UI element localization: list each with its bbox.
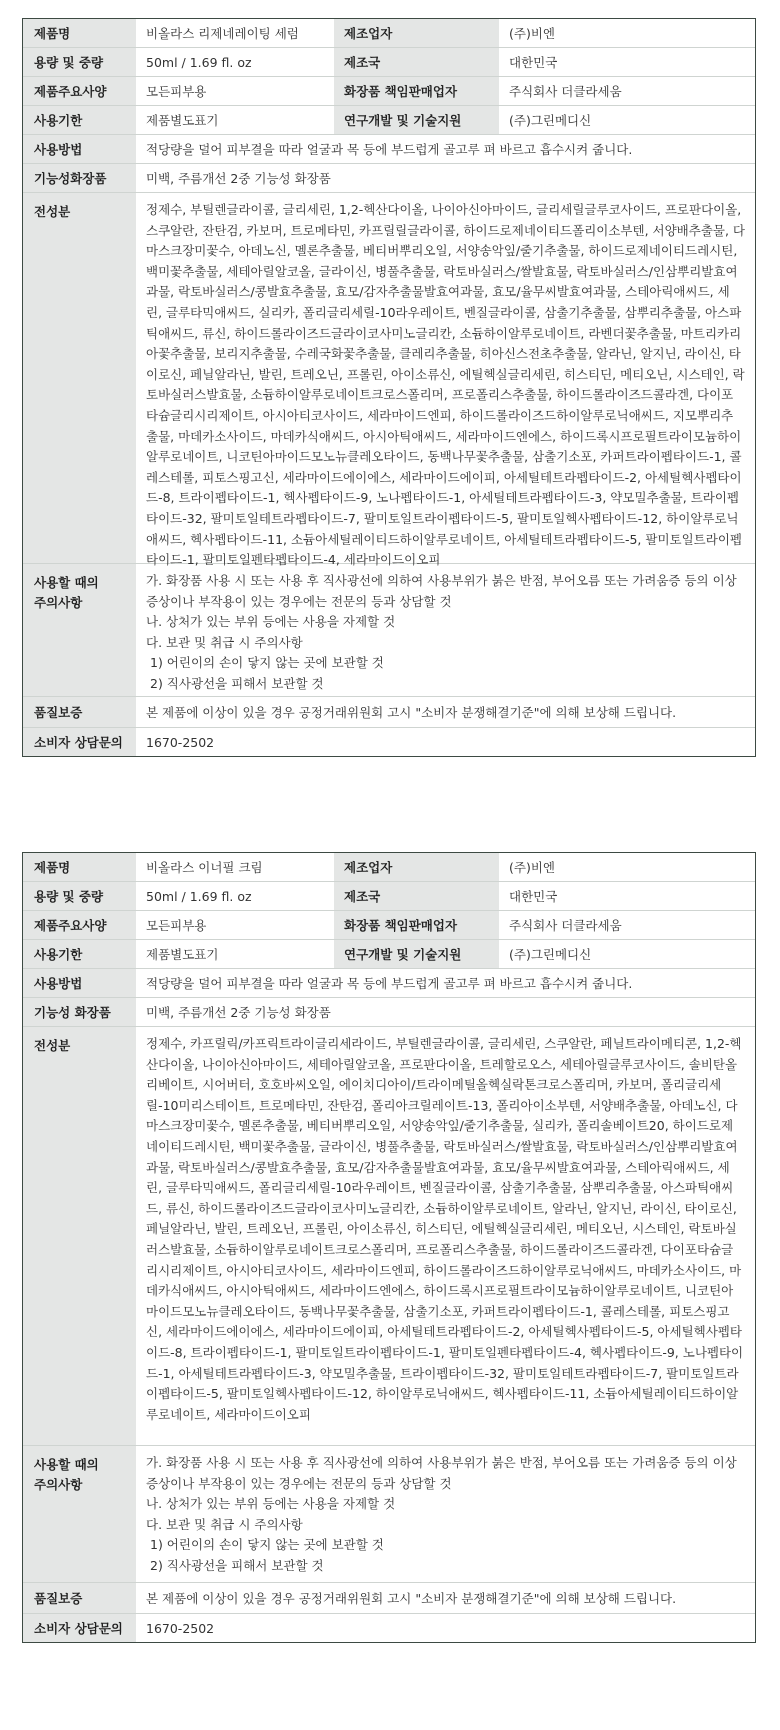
row-expiry xyxy=(23,940,755,969)
row-quality xyxy=(23,1583,755,1614)
row-ingredients xyxy=(23,1027,755,1446)
label-manufacturer: 제조업자 xyxy=(334,19,499,47)
product-info-table-2 xyxy=(22,852,756,1643)
value-contact: 1670-2502 xyxy=(146,734,215,750)
label-functional: 기능성 화장품 xyxy=(23,998,136,1026)
value-rnd: (주)그린메디신 xyxy=(509,113,592,128)
value-functional: 미백, 주름개선 2중 기능성 화장품 xyxy=(146,171,331,186)
value-ingredients: 정제수, 카프릴릭/카프릭트라이글리세라이드, 부틸렌글라이콜, 글리세린, 스쿠알란, 페닐트라이메티콘, 1,2-헥산다이올, 나이아신아마이드, 세테아릴알코올, 프로판다이올, 트레할로오스, 세테아릴글루코사이드, 솔비탄올리베이트, 시어버터, 호호바씨오일, 에이치디아이/트라이메틸올헥실락톤크로스폴리머, 카보머, 폴리글리세릴-10미리스테이트, 트로메타민, 잔탄검, 폴리아크릴레이트-13, 폴리아이소부텐, 서양배추출물, 아데노신, 다마스크장미꽃수, 멜론추출물, 베티버뿌리오일, 서양송악잎/줄기추출물, 실리카, 폴리솔베이트20, 하이드로제네이티드레시틴, 백미꽃추출물, 글라이신, 병풀추출물, 락토바실러스/쌀발효물, 락토바실러스/인삼뿌리발효여과물, 락토바실러스/콩발효추출물, 효모/감자추출물발효여과물, 효모/율무씨발효여과물, 스테아릭애씨드, 세린, 글루타믹애씨드, 폴리글리세릴-10라우레이트, 벤질글라이콜, 삼출기추출물, 삼뿌리추출물, 아스파틱애씨드, 류신, 하이드롤라이즈드글라이코사미노글리칸, 소듐하이알루로네이트, 알라닌, 알지닌, 라이신, 타이로신, 페닐알라닌, 발린, 트레오닌, 프롤린, 아이소류신, 히스티딘, 에틸헥실글리세린, 메티오닌, 시스테인, 락토바실러스발효물, 소듐하이알루로네이트크로스폴리머, 프로폴리스추출물, 하이드롤라이즈드콜라겐, 다이포타슘글리시리제이트, 아시아티코사이드, 세라마이드엔피, 하이드롤라이즈드하이알루로닉애씨드, 마데카소사이드, 마데카식애씨드, 아시아틱애씨드, 세라마이드엔에스, 하이드록시프로필트라이모늄하이알루로네이트, 니코틴아마이드모노뉴클레오타이드, 동백나무꽃추출물, 삼출기소포, 카퍼트라이펩타이드-1, 콜레스테롤, 피토스핑고신, 세라마이드에이에스, 세라마이드에이피, 아세틸테트라펩타이드-2, 아세틸헥사펩타이드-5, 아세틸헥사펩타이드-8, 트라이펩타이드-1, 팔미토일트라이펩타이드-1, 팔미토일펜타펩타이드-4, 헥사펩타이드-9, 노나펩타이드-1, 아세틸테트라펩타이드-3, 약모밀추출물, 트라이펩타이드-32, 팔미토일테트라펩타이드-7, 팔미토일트라이펩타이드-5, 팔미토일헥사펩타이드-12, 하이알루로닉애씨드, 헥사펩타이드-11, 소듐아세틸레이티드하이알루로네이트, 세라마이드이오피 xyxy=(146,1036,744,1422)
value-manufacturer: (주)비엔 xyxy=(509,860,555,875)
value-seller: 주식회사 더클라세움 xyxy=(509,84,622,99)
label-caution: 사용할 때의 주의사항 xyxy=(23,1446,136,1582)
value-spec: 모든피부용 xyxy=(146,918,207,933)
caution-line: 가. 화장품 사용 시 또는 사용 후 직사광선에 의하여 사용부위가 붉은 반점, 부어오름 또는 가려움증 등의 이상 증상이나 부작용이 있는 경우에는 전문의 등과 상담할 것 xyxy=(146,573,737,609)
caution-line: 다. 보관 및 취급 시 주의사항 xyxy=(146,634,303,650)
value-spec: 모든피부용 xyxy=(146,84,207,99)
value-ingredients: 정제수, 부틸렌글라이콜, 글리세린, 1,2-헥산다이올, 나이아신아마이드, 글리세릴글루코사이드, 프로판다이올, 스쿠알란, 잔탄검, 카보머, 트로메타민, 카프릴릴글라이콜, 하이드로제네이티드폴리이소부텐, 서양배추출물, 다마스크장미꽃수, 아데노신, 멜론추출물, 베티버뿌리오일, 서양송악잎/줄기추출물, 하이드로제네이티드레시틴, 백미꽃추출물, 세테아릴알코올, 글라이신, 병풀추출물, 락토바실러스/쌀발효물, 락토바실러스/인삼뿌리발효여과물, 락토바실러스/콩발효추출물, 효모/감자추출물발효여과물, 효모/율무씨발효여과물, 스테아릭애씨드, 세린, 글루타믹애씨드, 실리카, 폴리글리세릴-10라우레이트, 벤질글라이콜, 삼출기추출물, 삼뿌리추출물, 아스파틱애씨드, 류신, 하이드롤라이즈드글라이코사미노글리칸, 소듐하이알루로네이트, 라벤더꽃추출물, 마트리카리아꽃추출물, 보리지추출물, 수레국화꽃추출물, 클레리추출물, 히아신스전초추출물, 알라닌, 알지닌, 라이신, 타이로신, 페닐알라닌, 발린, 트레오닌, 프롤린, 아이소류신, 에틸헥실글리세린, 히스티딘, 메티오닌, 시스테인, 락토바실러스발효물, 소듐하이알루로네이트크로스폴리머, 프로폴리스추출물, 하이드롤라이즈드콜라겐, 다이포타슘글리시리제이트, 아시아티코사이드, 세라마이드엔피, 하이드롤라이즈드하이알루로닉애씨드, 지모뿌리추출물, 마데카소사이드, 마데카식애씨드, 아시아틱애씨드, 세라마이드엔에스, 하이드록시프로필트라이모늄하이알루로네이트, 니코틴아마이드모노뉴클레오타이드, 동백나무꽃추출물, 삼출기소포, 카퍼트라이펩타이드-1, 콜레스테롤, 피토스핑고신, 세라마이드에이에스, 세라마이드에이피, 아세틸테트라펩타이드-2, 아세틸헥사펩타이드-8, 트라이펩타이드-1, 헥사펩타이드-9, 노나펩타이드-1, 아세틸테트라펩타이드-3, 약모밀추출물, 트라이펩타이드-32, 팔미토일테트라펩타이드-7, 팔미토일트라이펩타이드-5, 팔미토일헥사펩타이드-12, 하이알루로닉애씨드, 헥사펩타이드-11, 소듐아세틸레이티드하이알루로네이트, 아세틸테트라펩타이드-5, 팔미토일트라이펩타이드-1, 팔미토일펜타펩타이드-4, 세라마이드이오피 xyxy=(146,202,746,568)
label-country: 제조국 xyxy=(334,48,499,76)
label-usage: 사용방법 xyxy=(23,135,136,163)
value-expiry: 제품별도표기 xyxy=(146,947,219,962)
row-expiry xyxy=(23,106,755,135)
caution-line: 2) 직사광선을 피해서 보관할 것 xyxy=(150,675,324,691)
value-manufacturer: (주)비엔 xyxy=(509,26,555,41)
row-contact xyxy=(23,728,755,756)
label-seller: 화장품 책임판매업자 xyxy=(334,77,499,105)
row-functional xyxy=(23,164,755,193)
value-expiry: 제품별도표기 xyxy=(146,113,219,128)
row-contact xyxy=(23,1614,755,1642)
row-spec xyxy=(23,77,755,106)
value-product-name: 비올라스 이너필 크림 xyxy=(146,860,263,875)
value-functional: 미백, 주름개선 2중 기능성 화장품 xyxy=(146,1005,331,1020)
label-seller: 화장품 책임판매업자 xyxy=(334,911,499,939)
row-ingredients xyxy=(23,193,755,568)
row-product-name xyxy=(23,19,755,48)
caution-line: 다. 보관 및 취급 시 주의사항 xyxy=(146,1516,303,1532)
row-volume xyxy=(23,882,755,911)
label-spec: 제품주요사양 xyxy=(23,911,136,939)
value-quality: 본 제품에 이상이 있을 경우 공정거래위원회 고시 "소비자 분쟁해결기준"에 의해 보상해 드립니다. xyxy=(146,1591,677,1606)
row-product-name xyxy=(23,853,755,882)
value-caution xyxy=(136,1446,755,1582)
caution-line: 나. 상처가 있는 부위 등에는 사용을 자제할 것 xyxy=(146,1496,396,1512)
label-rnd: 연구개발 및 기술지원 xyxy=(334,106,499,134)
caution-line: 나. 상처가 있는 부위 등에는 사용을 자제할 것 xyxy=(146,614,396,630)
label-spec: 제품주요사양 xyxy=(23,77,136,105)
row-spec xyxy=(23,911,755,940)
label-expiry: 사용기한 xyxy=(23,106,136,134)
row-usage xyxy=(23,969,755,998)
label-country: 제조국 xyxy=(334,882,499,910)
row-quality xyxy=(23,697,755,728)
label-ingredients: 전성분 xyxy=(23,193,136,563)
row-volume xyxy=(23,48,755,77)
label-manufacturer: 제조업자 xyxy=(334,853,499,881)
value-volume: 50ml / 1.69 fl. oz xyxy=(146,54,252,70)
label-quality: 품질보증 xyxy=(23,697,136,727)
label-ingredients: 전성분 xyxy=(23,1027,136,1445)
label-caution: 사용할 때의 주의사항 xyxy=(23,564,136,696)
value-product-name: 비올라스 리제네레이팅 세럼 xyxy=(146,26,299,41)
label-product-name: 제품명 xyxy=(23,853,136,881)
label-contact: 소비자 상담문의 xyxy=(23,1614,136,1642)
value-country: 대한민국 xyxy=(509,55,558,70)
value-caution xyxy=(136,564,755,696)
label-volume: 용량 및 중량 xyxy=(23,882,136,910)
label-product-name: 제품명 xyxy=(23,19,136,47)
caution-line: 가. 화장품 사용 시 또는 사용 후 직사광선에 의하여 사용부위가 붉은 반점, 부어오름 또는 가려움증 등의 이상 증상이나 부작용이 있는 경우에는 전문의 등과 상담할 것 xyxy=(146,1455,737,1491)
label-expiry: 사용기한 xyxy=(23,940,136,968)
product-info-table-1 xyxy=(22,18,756,757)
row-caution xyxy=(23,1446,755,1583)
value-usage: 적당량을 덜어 피부결을 따라 얼굴과 목 등에 부드럽게 골고루 펴 바르고 흡수시켜 줍니다. xyxy=(146,142,633,157)
label-quality: 품질보증 xyxy=(23,1583,136,1613)
label-volume: 용량 및 중량 xyxy=(23,48,136,76)
row-functional xyxy=(23,998,755,1027)
label-contact: 소비자 상담문의 xyxy=(23,728,136,756)
caution-line: 2) 직사광선을 피해서 보관할 것 xyxy=(150,1557,324,1573)
value-contact: 1670-2502 xyxy=(146,1620,215,1636)
caution-line: 1) 어린이의 손이 닿지 않는 곳에 보관할 것 xyxy=(150,655,384,671)
value-volume: 50ml / 1.69 fl. oz xyxy=(146,888,252,904)
value-country: 대한민국 xyxy=(509,889,558,904)
label-functional: 기능성화장품 xyxy=(23,164,136,192)
label-rnd: 연구개발 및 기술지원 xyxy=(334,940,499,968)
label-usage: 사용방법 xyxy=(23,969,136,997)
value-usage: 적당량을 덜어 피부결을 따라 얼굴과 목 등에 부드럽게 골고루 펴 바르고 흡수시켜 줍니다. xyxy=(146,976,633,991)
value-quality: 본 제품에 이상이 있을 경우 공정거래위원회 고시 "소비자 분쟁해결기준"에 의해 보상해 드립니다. xyxy=(146,705,677,720)
row-usage xyxy=(23,135,755,164)
value-rnd: (주)그린메디신 xyxy=(509,947,592,962)
caution-line: 1) 어린이의 손이 닿지 않는 곳에 보관할 것 xyxy=(150,1537,384,1553)
row-caution xyxy=(23,564,755,697)
value-seller: 주식회사 더클라세움 xyxy=(509,918,622,933)
